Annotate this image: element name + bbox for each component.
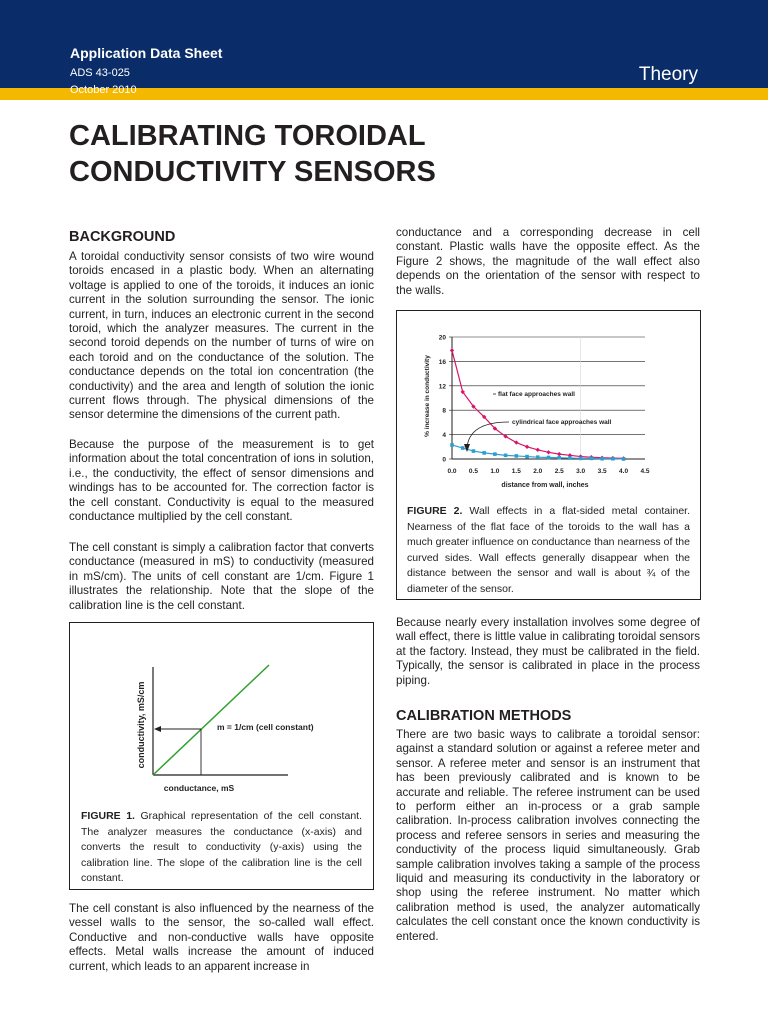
cylindrical-face-point bbox=[568, 456, 572, 460]
x-tick-label: 1.0 bbox=[490, 468, 500, 475]
figure-2-ylabel: % increase in conductivity bbox=[424, 355, 431, 437]
figure-2-ticks bbox=[439, 335, 650, 476]
cylindrical-face-point bbox=[590, 457, 594, 461]
background-heading: BACKGROUND bbox=[69, 229, 176, 245]
column-2-paragraph-1: conductance and a corresponding decrease in cell constant. Plastic walls have the opposite effect. As the Figure 2 shows, the magnitude of the wall effect also depends on the orientation of the sensor with respect to the walls. bbox=[396, 226, 700, 297]
figure-1-chart bbox=[70, 623, 373, 803]
cylindrical-face-point bbox=[579, 457, 583, 461]
sheet-date: October 2010 bbox=[70, 84, 137, 96]
x-tick-label: 3.0 bbox=[576, 468, 586, 475]
figure-2-box bbox=[396, 310, 701, 600]
flat-face-annotation: flat face approaches wall bbox=[498, 391, 575, 398]
figure-1-caption-text: Graphical representation of the cell constant. The analyzer measures the conductance (x-axis) and converts the result to conductivity (y-axis) using the calibration line. The slope of the calibration line is the cell constant. bbox=[81, 810, 362, 884]
figure-1-caption-label: FIGURE 1. bbox=[81, 810, 135, 822]
figure-2-caption bbox=[407, 504, 690, 597]
cylindrical-annotation-arrowhead bbox=[464, 444, 470, 452]
flat-face-point bbox=[536, 448, 540, 452]
conductivity-arrowhead bbox=[154, 726, 161, 732]
x-tick-label: 4.5 bbox=[640, 468, 650, 475]
y-tick-label: 8 bbox=[442, 407, 446, 415]
flat-face-point bbox=[546, 450, 550, 454]
figure-2-caption-label: FIGURE 2. bbox=[407, 505, 463, 517]
flat-face-point bbox=[557, 452, 561, 456]
cylindrical-face-point bbox=[450, 443, 454, 447]
cylindrical-face-point bbox=[557, 456, 561, 460]
y-tick-label: 20 bbox=[438, 334, 446, 342]
column-2-paragraph-2: Because nearly every installation involves some degree of wall effect, there is little value in calibrating toroidal sensors at the factory. Instead, they must be calibrated in the field. Typically, the sensor is calibrated in place in the process piping. bbox=[396, 616, 700, 687]
figure-1-caption bbox=[81, 809, 362, 887]
cylindrical-face-point bbox=[461, 446, 465, 450]
cylindrical-face-point bbox=[493, 452, 497, 456]
x-tick-label: 2.0 bbox=[533, 468, 543, 475]
figure-1-xlabel: conductance, mS bbox=[163, 783, 235, 793]
section-label: Theory bbox=[638, 64, 698, 85]
cylindrical-face-point bbox=[622, 457, 626, 461]
cylindrical-face-point bbox=[515, 454, 519, 458]
document-title: CALIBRATING TOROIDAL CONDUCTIVITY SENSORS bbox=[69, 120, 436, 188]
x-tick-label: 0.0 bbox=[447, 468, 457, 475]
background-paragraph-1: A toroidal conductivity sensor consists of two wire wound toroids encased in a plastic body. When an alternating voltage is applied to one of the toroids, it induces an ionic current in the solution surrounding the sensor. The ionic current, in turn, induces an electronic current in the second toroid, which the analyzer measures. The current in the second toroid depends on the number of turns of wire on each toroid and on the conductance of the solution. The conductance depends on the total ion concentration (the conductivity) and the area and length of solution the ionic current flows through. The physical dimensions of the sensor determine the dimensions of the current path. bbox=[69, 250, 374, 422]
calibration-line bbox=[153, 665, 269, 775]
cylindrical-face-point bbox=[482, 451, 486, 455]
cylindrical-face-point bbox=[472, 449, 476, 453]
y-tick-label: 12 bbox=[438, 383, 446, 391]
calibration-heading: CALIBRATION METHODS bbox=[396, 708, 572, 724]
figure-2-chart bbox=[397, 311, 700, 501]
cylindrical-face-annotation: cylindrical face approaches wall bbox=[512, 419, 612, 426]
flat-face-point bbox=[450, 348, 454, 352]
x-tick-label: 1.5 bbox=[511, 468, 521, 475]
figure-1-ylabel: conductivity, mS/cm bbox=[136, 681, 146, 769]
sheet-code: ADS 43-025 bbox=[70, 67, 130, 79]
background-paragraph-3: The cell constant is simply a calibration factor that converts conductance (measured in mS) to conductivity (measured in mS/cm). The units of cell constant are 1/cm. Figure 1 illustrates the relationship. Note that the slope of the calibration line is the cell constant. bbox=[69, 541, 374, 612]
cylindrical-face-point bbox=[504, 454, 508, 458]
x-tick-label: 4.0 bbox=[619, 468, 629, 475]
figure-2-caption-text: Wall effects in a flat-sided metal container. Nearness of the flat face of the toroids to the wall has a much greater influence on conductance than nearness of the curved sides. Wall effects generally disappear when the distance between the sensor and wall is about ¾ of the diameter of the sensor. bbox=[407, 505, 690, 595]
figure-2-grid bbox=[449, 337, 645, 459]
background-paragraph-2: Because the purpose of the measurement is to get information about the total concentration of ions in solution, i.e., the conductivity, the effect of sensor dimensions and windings has to be accounted for. The correction factor is the cell constant. Conductivity is equal to the measured conductance multiplied by the cell constant. bbox=[69, 438, 374, 524]
background-paragraph-4: The cell constant is also influenced by the nearness of the vessel walls to the sensor, the so-called wall effect. Conductive and non-conductive walls have opposite effects. Metal walls increase the amount of induced current, which leads to an apparent increase in bbox=[69, 902, 374, 973]
x-tick-label: 0.5 bbox=[468, 468, 478, 475]
x-tick-label: 2.5 bbox=[554, 468, 564, 475]
figure-2-xlabel: distance from wall, inches bbox=[501, 482, 589, 489]
cylindrical-face-point bbox=[611, 457, 615, 461]
cylindrical-face-point bbox=[525, 455, 529, 459]
flat-face-series-line bbox=[452, 350, 624, 458]
x-tick-label: 3.5 bbox=[597, 468, 607, 475]
y-tick-label: 0 bbox=[442, 456, 446, 464]
calibration-paragraph: There are two basic ways to calibrate a toroidal sensor: against a standard solution or against a referee meter and sensor. A referee meter and sensor is an instrument that has been previously calibrated and is known to be accurate and reliable. The referee instrument can be used to perform either an in-process or a grab sample calibration. In-process calibration involves connecting the process and referee sensors in series and measuring the conductivity of the process liquid simultaneously. Grab sample calibration involves taking a sample of the process liquid and measuring its conductivity in the laboratory or shop using the referee instrument. No matter which calibration method is used, the analyzer automatically calculates the cell constant once the known conductivity is entered. bbox=[396, 728, 700, 943]
sheet-title: Application Data Sheet bbox=[70, 45, 223, 61]
figure-2-series bbox=[450, 348, 626, 461]
figure-1-box bbox=[69, 622, 374, 890]
y-tick-label: 16 bbox=[438, 358, 446, 366]
cylindrical-face-point bbox=[547, 456, 551, 460]
cylindrical-face-point bbox=[600, 457, 604, 461]
cylindrical-face-point bbox=[536, 455, 540, 459]
y-tick-label: 4 bbox=[442, 432, 446, 440]
flat-face-point bbox=[525, 445, 529, 449]
slope-annotation: m = 1/cm (cell constant) bbox=[217, 722, 314, 732]
